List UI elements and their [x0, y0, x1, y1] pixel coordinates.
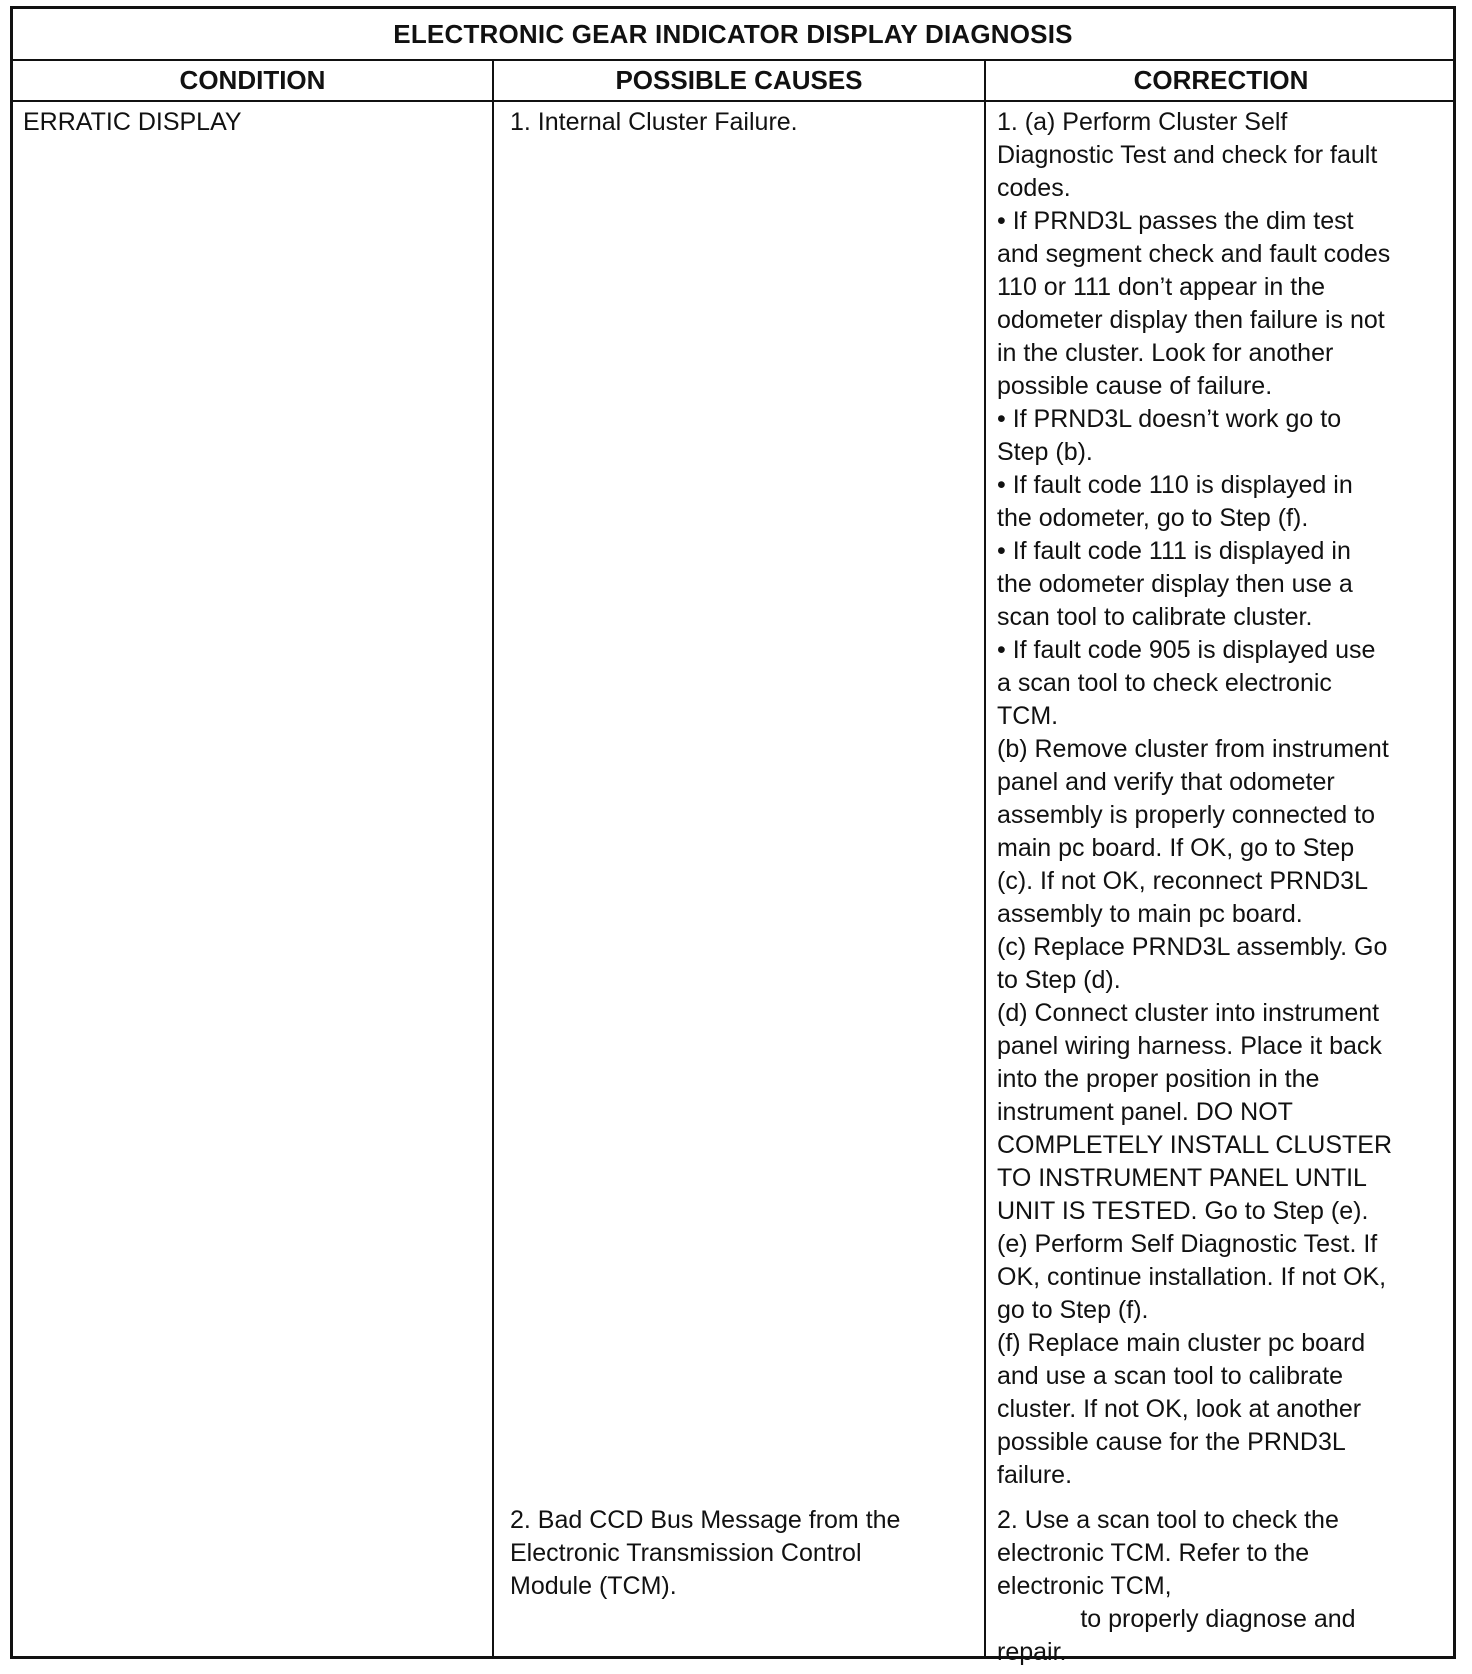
diagnosis-table [10, 6, 1456, 1666]
correction-1-cell: 1. (a) Perform Cluster Self Diagnostic Test and check for fault codes. • If PRND3L passes the dim test and segment check and fault codes 110 or 111 don’t appear in the odometer display then failure is not in the cluster. Look for another possible cause of failure. • If PRND3L doesn’t work go to Step (b). • If fault code 110 is displayed in the odometer, go to Step (f). • If fault code 111 is displayed in the odometer display then use a scan tool to calibrate cluster. • If fault code 905 is displayed use a scan tool to check electronic TCM. (b) Remove cluster from instrument panel and verify that odometer assembly is properly connected to main pc board. If OK, go to Step (c). If not OK, reconnect PRND3L assembly to main pc board. (c) Replace PRND3L assembly. Go to Step (d). (d) Connect cluster into instrument panel wiring harness. Place it back into the proper position in the instrument panel. DO NOT COMPLETELY INSTALL CLUSTER TO INSTRUMENT PANEL UNTIL UNIT IS TESTED. Go to Step (e). (e) Perform Self Diagnostic Test. If OK, continue installation. If not OK, go to Step (f). (f) Replace main cluster pc board and use a scan tool to calibrate cluster. If not OK, look at another possible cause for the PRND3L failure. [997, 108, 1393, 1489]
correction-2-cell: 2. Use a scan tool to check the electronic TCM. Refer to the electronic TCM, to properly diagnose and repair. [997, 1506, 1356, 1666]
table-title: ELECTRONIC GEAR INDICATOR DISPLAY DIAGNOSIS [13, 9, 1453, 61]
cause-1-cell: 1. Internal Cluster Failure. [510, 108, 798, 136]
header-condition: CONDITION [179, 64, 326, 95]
column-divider [492, 60, 494, 1656]
table-header-row [13, 60, 1453, 102]
header-possible-causes: POSSIBLE CAUSES [615, 64, 863, 95]
header-correction: CORRECTION [1133, 64, 1309, 95]
column-divider [984, 60, 986, 1656]
condition-cell: ERRATIC DISPLAY [23, 108, 242, 136]
cause-2-cell: 2. Bad CCD Bus Message from the Electronic Transmission Control Module (TCM). [510, 1506, 901, 1600]
